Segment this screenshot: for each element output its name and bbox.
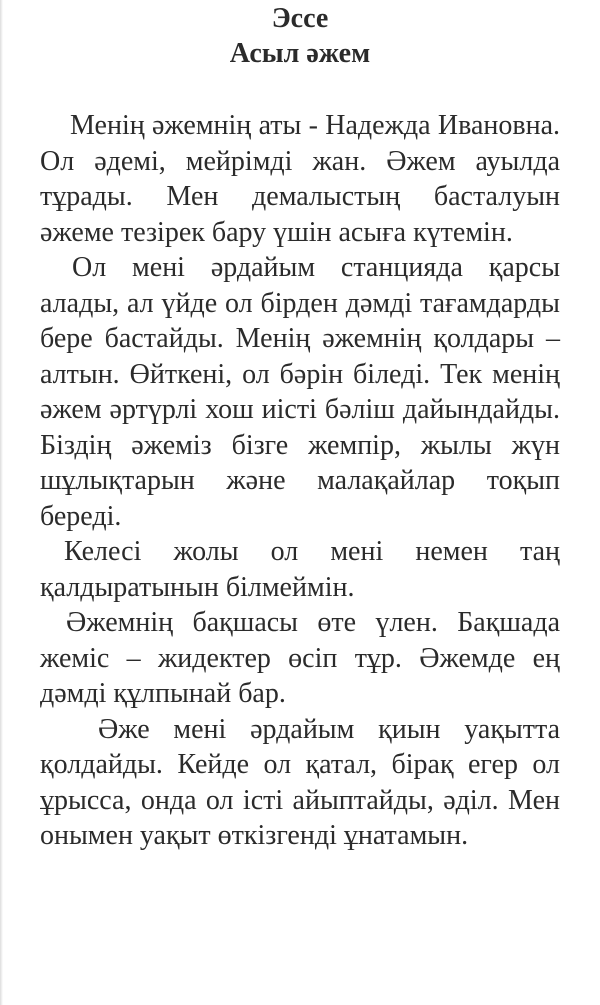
paragraph-4: Әжемнің бақшасы өте үлен. Бақшада жеміс – жидектер өсіп тұр. Әжемде ең дәмді құлпынай бар. [40,607,560,709]
document-genre: Эссе [271,3,329,34]
paragraph-2: Ол мені әрдайым станцияда қарсы алады, ал үйде ол бірден дәмді тағамдарды бере бастайды. Менің әжемнің қолдары – алтын. Өйткені, ол бәрін біледі. Тек менің әжем әртүрлі хош иісті бәліш дайындайды. Біздің әжеміз бізге жемпір, жылы жүн шұлықтарын және малақайлар тоқып береді. [40,252,560,532]
paragraph-3: Келесі жолы ол мені немен таң қалдыратынын білмеймін. [40,536,560,603]
essay-body [40,108,560,854]
paragraph-1: Менің әжемнің аты - Надежда Ивановна. Ол әдемі, мейрімді жан. Әжем ауылда тұрады. Мен демалыстың басталуын әжеме тезірек бару үшін асыға күтемін. [40,110,560,248]
document-title: Асыл әжем [229,38,371,69]
paragraph-5: Әже мені әрдайым қиын уақытта қолдайды. Кейде ол қатал, бірақ егер ол ұрысса, онда ол істі айыптайды, әділ. Мен онымен уақыт өткізгенді ұнатамын. [40,713,560,851]
page-edge-shadow [0,0,3,1005]
